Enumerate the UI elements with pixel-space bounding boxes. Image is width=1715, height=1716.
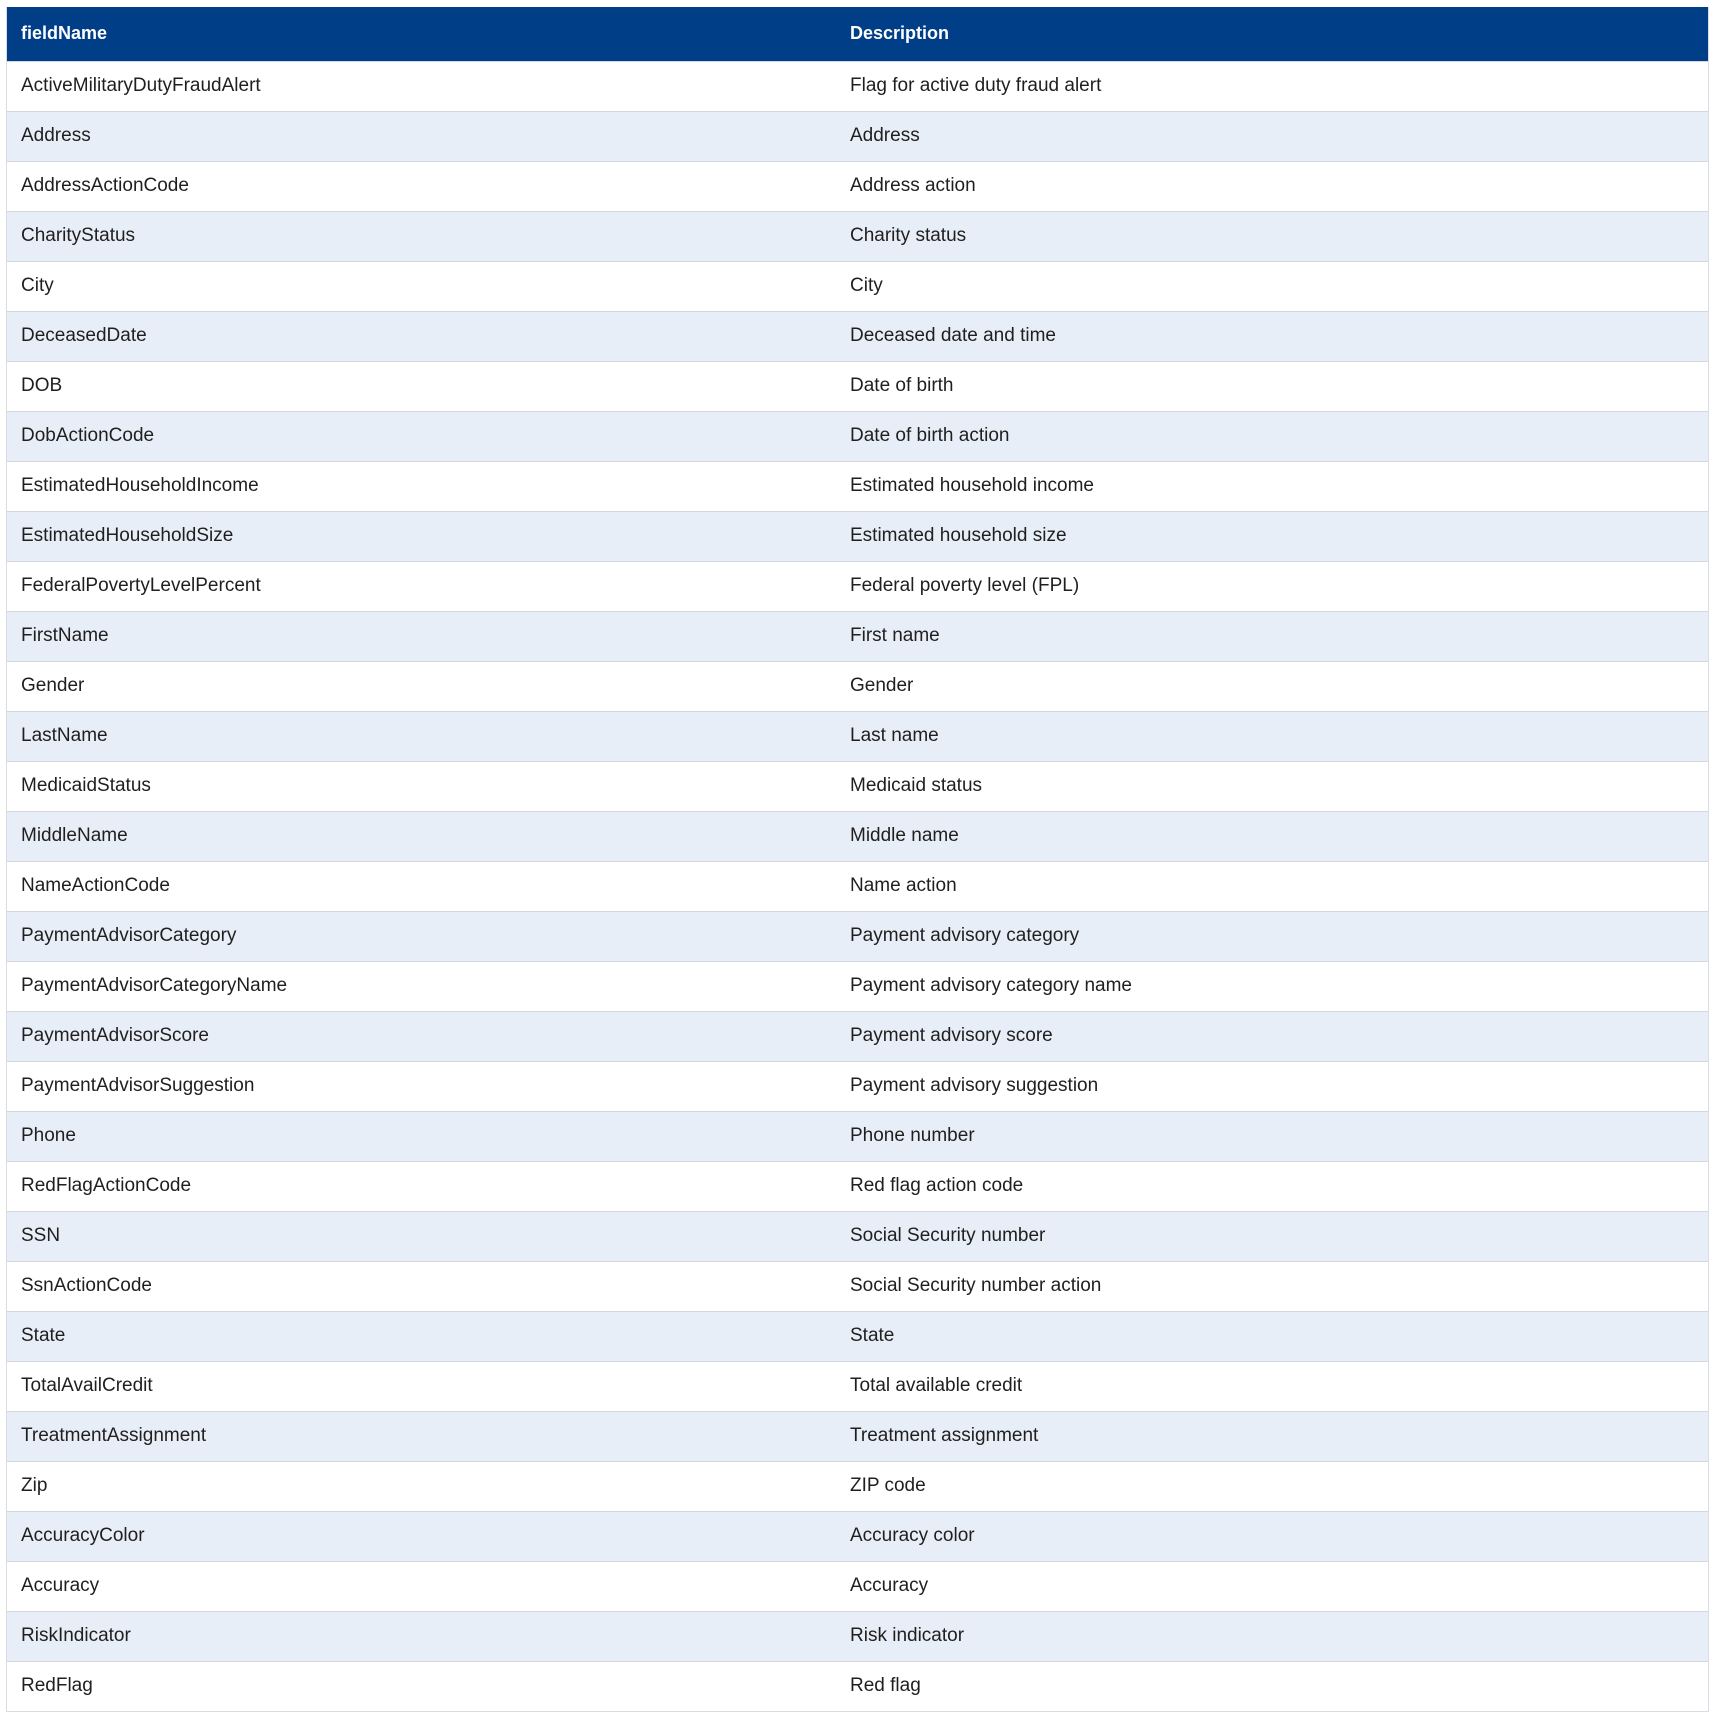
field-name-cell: EstimatedHouseholdIncome (21, 475, 259, 496)
field-name-cell: Zip (21, 1475, 48, 1496)
field-name-cell: MiddleName (21, 825, 128, 846)
table-row (7, 211, 1708, 261)
description-cell: Payment advisory score (850, 1025, 1053, 1046)
column-header-description: Description (850, 23, 950, 44)
table-row (7, 1411, 1708, 1461)
field-name-cell: Phone (21, 1125, 76, 1146)
field-name-cell: PaymentAdvisorCategoryName (21, 975, 288, 996)
description-cell: Red flag action code (850, 1175, 1024, 1196)
field-name-cell: MedicaidStatus (21, 775, 151, 796)
table-row (7, 711, 1708, 761)
field-name-cell: ActiveMilitaryDutyFraudAlert (21, 75, 261, 96)
description-cell: Social Security number action (850, 1275, 1102, 1296)
description-cell: Federal poverty level (FPL) (850, 575, 1080, 596)
field-name-cell: DeceasedDate (21, 325, 147, 346)
description-cell: Deceased date and time (850, 325, 1056, 346)
field-name-cell: Gender (21, 675, 85, 696)
field-name-cell: State (21, 1325, 66, 1346)
field-name-cell: DOB (21, 375, 63, 396)
description-cell: Total available credit (850, 1375, 1023, 1396)
description-cell: Date of birth action (850, 425, 1010, 446)
field-name-cell: Accuracy (21, 1575, 100, 1596)
field-name-cell: AccuracyColor (21, 1525, 145, 1546)
field-name-cell: PaymentAdvisorCategory (21, 925, 237, 946)
description-cell: Payment advisory category name (850, 975, 1132, 996)
field-name-cell: AddressActionCode (21, 175, 189, 196)
field-name-cell: SsnActionCode (21, 1275, 152, 1296)
table-row (7, 1211, 1708, 1261)
description-cell: ZIP code (850, 1475, 926, 1496)
table-row (7, 1611, 1708, 1661)
table-header-row (7, 7, 1708, 61)
description-cell: Payment advisory suggestion (850, 1075, 1099, 1096)
description-cell: Last name (850, 725, 939, 746)
field-name-cell: EstimatedHouseholdSize (21, 525, 234, 546)
table-row (7, 361, 1708, 411)
table-body (7, 61, 1708, 1711)
description-cell: Address (850, 125, 920, 146)
table-row (7, 1511, 1708, 1561)
table-row (7, 161, 1708, 211)
description-cell: City (850, 275, 883, 296)
table-row (7, 61, 1708, 111)
table-row (7, 1261, 1708, 1311)
field-name-cell: TotalAvailCredit (21, 1375, 153, 1396)
table-row (7, 511, 1708, 561)
field-name-cell: PaymentAdvisorScore (21, 1025, 209, 1046)
description-cell: Estimated household size (850, 525, 1067, 546)
table-row (7, 1361, 1708, 1411)
table-row (7, 1111, 1708, 1161)
field-name-cell: City (21, 275, 54, 296)
table-row (7, 261, 1708, 311)
description-cell: Medicaid status (850, 775, 983, 796)
table-row (7, 761, 1708, 811)
field-name-cell: CharityStatus (21, 225, 136, 246)
description-cell: Gender (850, 675, 914, 696)
table-row (7, 1461, 1708, 1511)
description-cell: Estimated household income (850, 475, 1094, 496)
field-name-cell: FederalPovertyLevelPercent (21, 575, 261, 596)
description-cell: State (850, 1325, 895, 1346)
description-cell: Risk indicator (850, 1625, 965, 1646)
table-row (7, 611, 1708, 661)
description-cell: Treatment assignment (850, 1425, 1039, 1446)
field-name-cell: PaymentAdvisorSuggestion (21, 1075, 255, 1096)
field-name-cell: TreatmentAssignment (21, 1425, 207, 1446)
table-row (7, 811, 1708, 861)
table-header (7, 7, 1708, 61)
field-name-cell: DobActionCode (21, 425, 155, 446)
table-row (7, 411, 1708, 461)
description-cell: Address action (850, 175, 976, 196)
table-row (7, 1661, 1708, 1711)
table-row (7, 1161, 1708, 1211)
field-name-cell: RedFlagActionCode (21, 1175, 192, 1196)
description-cell: Social Security number (850, 1225, 1046, 1246)
description-cell: First name (850, 625, 940, 646)
table-row (7, 1311, 1708, 1361)
description-cell: Accuracy color (850, 1525, 975, 1546)
field-table-container (6, 7, 1709, 1712)
description-cell: Accuracy (850, 1575, 929, 1596)
table-row (7, 961, 1708, 1011)
field-name-cell: SSN (21, 1225, 61, 1246)
table-row (7, 1561, 1708, 1611)
field-name-cell: RedFlag (21, 1675, 93, 1697)
table-row (7, 661, 1708, 711)
description-cell: Payment advisory category (850, 925, 1080, 946)
description-cell: Flag for active duty fraud alert (850, 75, 1102, 96)
table-row (7, 561, 1708, 611)
table-row (7, 1061, 1708, 1111)
field-description-table (7, 7, 1708, 1711)
field-name-cell: NameActionCode (21, 875, 170, 896)
table-row (7, 111, 1708, 161)
table-row (7, 1011, 1708, 1061)
column-header-fieldname: fieldName (21, 23, 108, 44)
field-name-cell: RiskIndicator (21, 1625, 131, 1646)
description-cell: Charity status (850, 225, 967, 246)
description-cell: Date of birth (850, 375, 954, 396)
field-name-cell: FirstName (21, 625, 109, 646)
description-cell: Middle name (850, 825, 959, 846)
table-row (7, 911, 1708, 961)
description-cell: Phone number (850, 1125, 975, 1146)
table-row (7, 311, 1708, 361)
field-name-cell: LastName (21, 725, 108, 746)
table-row (7, 861, 1708, 911)
description-cell: Name action (850, 875, 957, 896)
field-name-cell: Address (21, 125, 91, 146)
table-row (7, 461, 1708, 511)
description-cell: Red flag (850, 1675, 921, 1697)
